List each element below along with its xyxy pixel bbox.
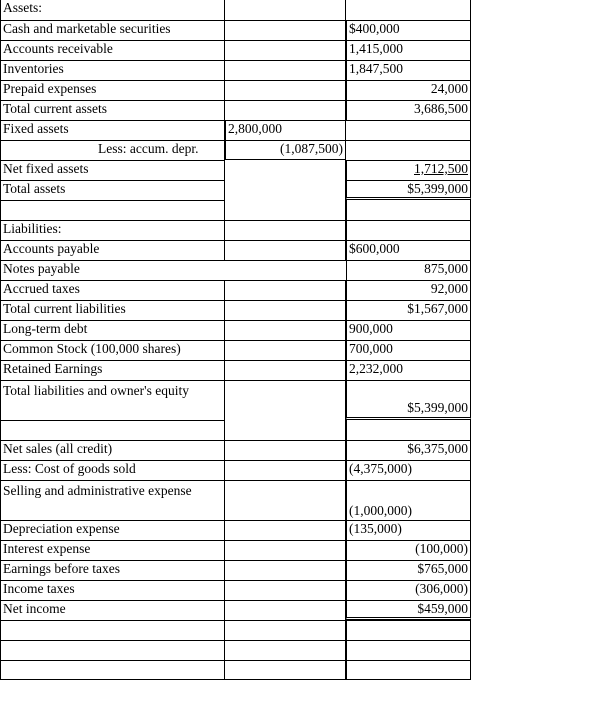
depexp-label: Depreciation expense: [0, 520, 225, 540]
depr-label: Less: accum. depr.: [0, 140, 225, 160]
assets-header-row: [0, 0, 471, 20]
ebt-value: $765,000: [346, 560, 471, 580]
assets-header: Assets:: [0, 0, 225, 20]
inv-value: 1,847,500: [346, 60, 471, 80]
income-taxes-row: [0, 580, 471, 600]
inv-label: Inventories: [0, 60, 225, 80]
sga-label: Selling and administrative expense: [0, 480, 225, 520]
cogs-value: (4,375,000): [346, 460, 471, 480]
empty-row-3: [0, 660, 471, 680]
tca-value: 3,686,500: [346, 100, 471, 120]
at-label: Accrued taxes: [0, 280, 225, 300]
cs-value: 700,000: [346, 340, 471, 360]
accounts-receivable-row: [0, 40, 471, 60]
sga-value: (1,000,000): [349, 503, 412, 518]
total-assets-row: [0, 180, 471, 200]
fixed-value: 2,800,000: [225, 120, 346, 140]
total-current-liabilities-row: [0, 300, 471, 320]
total-current-assets-row: [0, 100, 471, 120]
ltd-value: 900,000: [346, 320, 471, 340]
total-liabilities-equity-row: [0, 380, 471, 420]
ni-label: Net income: [0, 600, 225, 620]
net-sales-row: [0, 440, 471, 460]
long-term-debt-row: [0, 320, 471, 340]
tax-value: (306,000): [346, 580, 471, 600]
ap-label: Accounts payable: [0, 240, 225, 260]
tcl-label: Total current liabilities: [0, 300, 225, 320]
ta-value: $5,399,000: [346, 180, 471, 200]
prepaid-value: 24,000: [346, 80, 471, 100]
spacer-row-2: [0, 420, 471, 440]
empty-row-1: [0, 620, 471, 640]
interest-expense-row: [0, 540, 471, 560]
tle-value: $5,399,000: [407, 400, 468, 415]
sales-label: Net sales (all credit): [0, 440, 225, 460]
accounts-payable-row: [0, 240, 471, 260]
fixed-label: Fixed assets: [0, 120, 225, 140]
ar-value: 1,415,000: [346, 40, 471, 60]
empty-row-2: [0, 640, 471, 660]
common-stock-row: [0, 340, 471, 360]
fixed-assets-row: [0, 120, 471, 140]
int-value: (100,000): [346, 540, 471, 560]
ni-value: $459,000: [346, 600, 471, 620]
net-fixed-assets-row: [0, 160, 471, 180]
ebt-label: Earnings before taxes: [0, 560, 225, 580]
prepaid-label: Prepaid expenses: [0, 80, 225, 100]
retained-earnings-row: [0, 360, 471, 380]
ta-label: Total assets: [0, 180, 225, 200]
cash-label: Cash and marketable securities: [0, 20, 225, 40]
accum-depr-row: [0, 140, 471, 160]
depr-value: (1,087,500): [225, 140, 346, 160]
spacer-row-1: [0, 200, 471, 220]
cs-label: Common Stock (100,000 shares): [0, 340, 225, 360]
net-income-row: [0, 600, 471, 620]
ap-value: $600,000: [346, 240, 471, 260]
depexp-value: (135,000): [346, 520, 471, 540]
ar-label: Accounts receivable: [0, 40, 225, 60]
at-value: 92,000: [346, 280, 471, 300]
re-label: Retained Earnings: [0, 360, 225, 380]
tle-label: Total liabilities and owner's equity: [0, 380, 225, 420]
accrued-taxes-row: [0, 280, 471, 300]
tcl-value: $1,567,000: [346, 300, 471, 320]
inventories-row: [0, 60, 471, 80]
tax-label: Income taxes: [0, 580, 225, 600]
re-value: 2,232,000: [346, 360, 471, 380]
cogs-row: [0, 460, 471, 480]
cogs-label: Less: Cost of goods sold: [0, 460, 225, 480]
sga-row: [0, 480, 471, 520]
nfa-value: 1,712,500: [414, 161, 468, 176]
cash-row: [0, 20, 471, 40]
ebt-row: [0, 560, 471, 580]
ltd-label: Long-term debt: [0, 320, 225, 340]
notes-payable-row: [0, 260, 471, 280]
liabilities-header: Liabilities:: [0, 220, 225, 240]
liabilities-header-row: [0, 220, 471, 240]
tca-label: Total current assets: [0, 100, 225, 120]
int-label: Interest expense: [0, 540, 225, 560]
nfa-label: Net fixed assets: [0, 160, 225, 180]
cash-value: $400,000: [346, 20, 471, 40]
sales-value: $6,375,000: [346, 440, 471, 460]
depreciation-expense-row: [0, 520, 471, 540]
np-label: Notes payable: [0, 260, 346, 280]
prepaid-row: [0, 80, 471, 100]
np-value: 875,000: [346, 260, 471, 280]
